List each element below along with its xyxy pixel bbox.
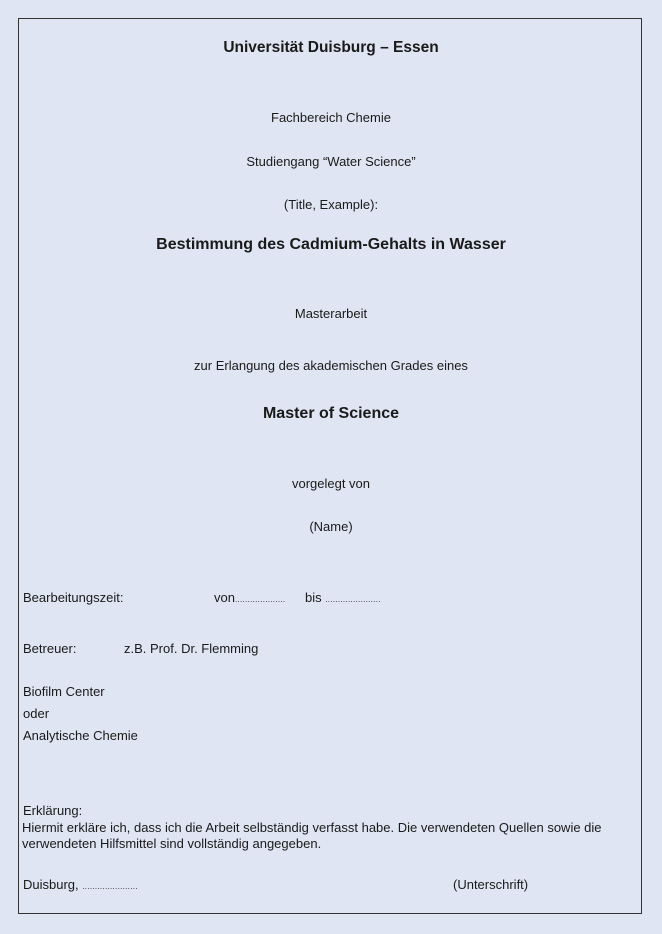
author-name: (Name) <box>309 519 353 534</box>
period-label: Bearbeitungszeit: <box>23 590 124 605</box>
period-to-label: bis <box>305 590 322 605</box>
signature-place <box>23 877 138 892</box>
signature-place-label: Duisburg, <box>23 877 79 892</box>
institution-connector: oder <box>23 706 50 721</box>
period-to <box>305 590 381 605</box>
supervisor-value: z.B. Prof. Dr. Flemming <box>124 641 259 656</box>
presented-by: vorgelegt von <box>291 476 371 491</box>
declaration-text: Hiermit erkläre ich, dass ich die Arbeit selbständig verfasst habe. Die verwendeten Quellen sowie die verwendeten Hilfsmittel sind vollständig angegeben. <box>22 820 602 851</box>
supervisor-label: Betreuer: <box>23 641 77 656</box>
institution-first: Biofilm Center <box>23 684 105 699</box>
declaration-heading: Erklärung: <box>23 803 83 818</box>
study-program: Studiengang “Water Science” <box>246 154 416 169</box>
period-from <box>214 590 285 605</box>
signature-label: (Unterschrift) <box>453 877 529 892</box>
university-name: Universität Duisburg – Essen <box>223 39 439 56</box>
degree-name: Master of Science <box>262 405 400 422</box>
period-to-dots: ...................... <box>325 595 381 604</box>
department: Fachbereich Chemie <box>271 110 391 125</box>
thesis-type: Masterarbeit <box>294 306 368 321</box>
period-from-label: von <box>214 590 235 605</box>
title-hint: (Title, Example): <box>283 197 379 212</box>
thesis-title: Bestimmung des Cadmium-Gehalts in Wasser <box>156 236 506 253</box>
degree-purpose: zur Erlangung des akademischen Grades eines <box>194 358 468 373</box>
institution-second: Analytische Chemie <box>23 728 138 743</box>
page-border <box>18 18 642 914</box>
period-from-dots: .................... <box>234 595 286 604</box>
signature-date-dots: ...................... <box>82 882 138 891</box>
